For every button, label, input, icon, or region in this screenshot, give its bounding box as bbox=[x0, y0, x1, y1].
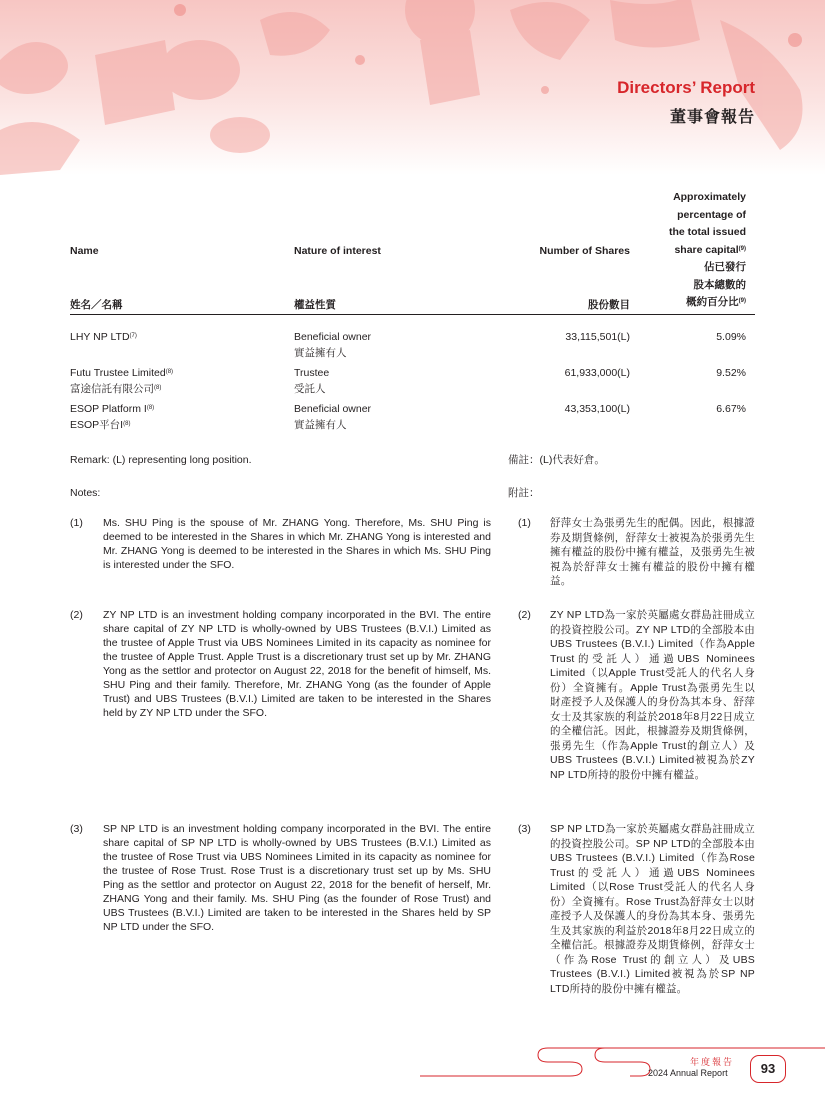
notes-heading-en: Notes: bbox=[70, 487, 101, 499]
note-number-zh: (3) bbox=[518, 823, 531, 835]
note-number-zh: (1) bbox=[518, 517, 531, 529]
footer-report-en: 2024 Annual Report bbox=[648, 1068, 728, 1078]
note-text-en: ZY NP LTD is an investment holding company incorporated in the BVI. The entire share capital of ZY NP LTD is wholly-owned by UBS Trustees (B.V.I.) Limited as the trustee of Apple Trust via UBS Nominees Limited in its capacity as nominee for the trustee of Apple Trust. Apple Trust is a discretionary trust set up by Mr. ZHANG Yong as the settlor and protector on August 22, 2018 for the benefit of himself, Ms. SHU Ping and their family. Therefore, Mr. ZHANG Yong (as the founder of Apple Trust) and UBS Trustees (B.V.I.) Limited are taken to be interested in the Shares held by ZY NP LTD under the SFO. bbox=[103, 609, 491, 719]
page-number: 93 bbox=[750, 1055, 786, 1083]
note-number: (2) bbox=[70, 609, 83, 621]
table-row-name-zh: 富途信託有限公司$^{(8)}$ bbox=[70, 383, 162, 395]
note-text-zh: SP NP LTD為一家於英屬處女群島註冊成立的投資控股公司。SP NP LTD的全部股本由UBS Trustees (B.V.I.) Limited（作為Rose Trust的受託人）通過UBS Nominees Limited（以Rose Trust受託人的代名人身份）全資擁有。Rose Trust為舒萍女士以財產授予人及保護人的身份為其本身、張勇先生及其家族的利益於2018年8月22日成立的全權信託。根據證券及期貨條例，舒萍女士（作為Rose Trust的創立人）及UBS Trustees (B.V.I.) Limited被視為於SP NP LTD所持的股份中擁有權益。 bbox=[550, 823, 755, 995]
table-row-percentage: 6.67% bbox=[716, 403, 746, 415]
remark-zh: 備註：(L)代表好倉。 bbox=[508, 454, 605, 466]
table-row-nature: Trustee bbox=[294, 367, 330, 379]
notes-heading-zh: 附註： bbox=[508, 487, 540, 499]
remark-en: Remark: (L) representing long position. bbox=[70, 454, 252, 466]
note-number-zh: (2) bbox=[518, 609, 531, 621]
report-title-zh: 董事會報告 bbox=[669, 109, 755, 126]
footer-report-zh: 年度報告 bbox=[690, 1057, 735, 1067]
note-text-en: Ms. SHU Ping is the spouse of Mr. ZHANG Yong. Therefore, Ms. SHU Ping is deemed to be interested in the Shares in which Mr. ZHANG Yong is interested and Mr. ZHANG Yong is deemed to be interested in the Shares in which Ms. SHU Ping is interested under the SFO. bbox=[103, 517, 491, 571]
table-row-nature: Beneficial owner bbox=[294, 331, 372, 343]
note-number: (1) bbox=[70, 517, 83, 529]
col-header-percentage: Approximately percentage of the total issued share capital$^{(9)}$ 佔已發行 股本總數的 概約百分比$^{(9)}$ bbox=[668, 191, 746, 308]
table-row-name-zh: ESOP平台$I^{(8)}$ bbox=[70, 419, 131, 431]
report-title-en: Directors’ Report bbox=[617, 78, 755, 97]
col-header-shares: Number of Shares bbox=[539, 245, 630, 257]
note-text-zh: 舒萍女士為張勇先生的配偶。因此，根據證券及期貨條例，舒萍女士被視為於張勇先生擁有權益的股份中擁有權益，及張勇先生被視為於舒萍女士擁有權益的股份中擁有權益。 bbox=[550, 517, 755, 587]
note-number: (3) bbox=[70, 823, 83, 835]
col-header-name-zh: 姓名／名稱 bbox=[70, 299, 123, 311]
note-text-zh: ZY NP LTD為一家於英屬處女群島註冊成立的投資控股公司。ZY NP LTD的全部股本由UBS Trustees (B.V.I.) Limited（作為Apple Trust的受託人）通過UBS Nominees Limited（以Apple Trust受託人的代名人身份）全資擁有。Apple Trust為張勇先生以財產授予人及保護人的身份為其本身、舒萍女士及其家族的利益於2018年8月22日成立的全權信託。因此，根據證券及期貨條例，張勇先生（作為Apple Trust的創立人）及UBS Trustees (B.V.I.) Limited被視為於ZY NP LTD所持的股份中擁有權益。 bbox=[550, 609, 755, 781]
table-row-percentage: 9.52% bbox=[716, 367, 746, 379]
table-row-nature: Beneficial owner bbox=[294, 403, 372, 415]
table-row-shares: 43,353,100(L) bbox=[564, 403, 630, 415]
table-row-name: LHY NP LTD$^{(7)}$ bbox=[70, 331, 137, 343]
table-row-nature-zh: 受託人 bbox=[294, 383, 326, 395]
table-row-shares: 33,115,501(L) bbox=[565, 331, 630, 343]
table-row-nature-zh: 實益擁有人 bbox=[294, 419, 347, 431]
footnote-ref: (9) bbox=[738, 298, 746, 304]
table-row-percentage: 5.09% bbox=[716, 331, 746, 343]
table-row-nature-zh: 實益擁有人 bbox=[294, 347, 347, 359]
table-header-rule bbox=[70, 314, 755, 315]
footnote-ref: (9) bbox=[738, 245, 746, 252]
table-row-shares: 61,933,000(L) bbox=[564, 367, 630, 379]
col-header-name: Name bbox=[70, 245, 99, 257]
table-row-name: ESOP Platform $I^{(8)}$ bbox=[70, 403, 155, 415]
table-row-name: Futu Trustee Limited$^{(8)}$ bbox=[70, 367, 174, 379]
note-text-en: SP NP LTD is an investment holding company incorporated in the BVI. The entire share capital of SP NP LTD is wholly-owned by UBS Trustees (B.V.I.) Limited as the trustee of Rose Trust via UBS Nominees Limited in its capacity as nominee for the trustee of Rose Trust. Rose Trust is a discretionary trust set up by Ms. SHU Ping as the settlor and protector on August 22, 2018 for the benefit of herself, Mr. ZHANG Yong and their family. Ms. SHU Ping (as the founder of Rose Trust) and UBS Trustees (B.V.I.) Limited are taken to be interested in the Shares held by SP NP LTD under the SFO. bbox=[103, 823, 491, 933]
col-header-nature-zh: 權益性質 bbox=[294, 299, 336, 311]
col-header-nature: Nature of interest bbox=[294, 245, 381, 257]
col-header-shares-zh: 股份數目 bbox=[588, 299, 630, 311]
